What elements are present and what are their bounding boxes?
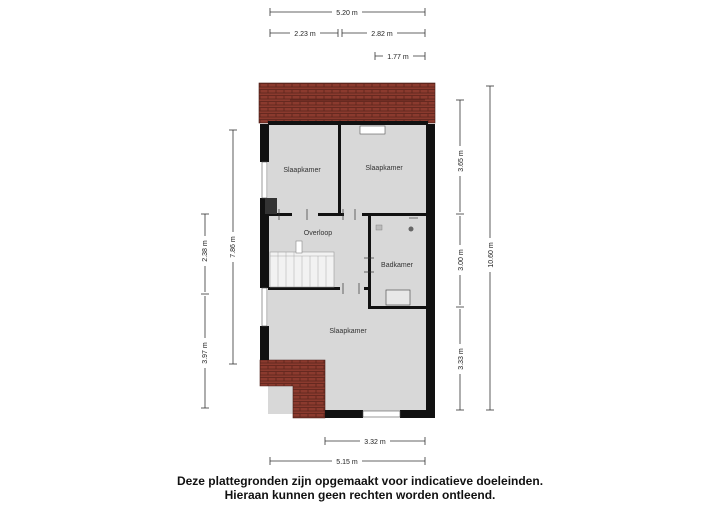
- dimension-left-total: [227, 130, 238, 364]
- room-label-bedroom-top-right: Slaapkamer: [365, 165, 403, 172]
- roof-top: [259, 83, 435, 123]
- disclaimer-line-2: Hieraan kunnen geen rechten worden ontleend.: [224, 488, 496, 502]
- dim-label-right-total: 10.60 m: [488, 242, 495, 268]
- dimension-top-total: [270, 6, 425, 17]
- dimension-right-lower: [455, 307, 466, 410]
- dim-label-top-total: 5.20 m: [336, 10, 358, 17]
- dim-label-bottom-right: 3.32 m: [364, 439, 386, 446]
- dim-label-right-middle: 3.00 m: [458, 249, 465, 271]
- dim-label-right-lower: 3.33 m: [458, 348, 465, 370]
- dim-label-left-lower: 3.97 m: [202, 342, 209, 364]
- room-label-bathroom: Badkamer: [381, 262, 413, 269]
- dim-label-right-upper: 3.65 m: [458, 150, 465, 172]
- dimension-left-lower: [199, 294, 210, 408]
- dimension-left-middle: [199, 214, 210, 292]
- room-label-landing: Overloop: [303, 230, 333, 237]
- dim-label-left-middle: 2.38 m: [202, 240, 209, 262]
- dimension-right-middle: [455, 214, 466, 305]
- dimension-bottom-total: [270, 455, 425, 466]
- dim-label-left-total: 7.86 m: [230, 236, 237, 258]
- dim-label-top-small: 1.77 m: [387, 54, 409, 61]
- drain-icon: [409, 227, 414, 232]
- room-label-bedroom-top-left: Slaapkamer: [283, 167, 321, 174]
- dimension-top-small: [375, 50, 425, 61]
- dimension-top-right: [342, 27, 425, 38]
- dimension-top-left: [270, 27, 338, 38]
- storage-cabinet: [265, 198, 277, 214]
- dim-label-top-right: 2.82 m: [371, 31, 393, 38]
- dim-label-bottom-total: 5.15 m: [336, 459, 358, 466]
- room-label-bedroom-bottom: Slaapkamer: [329, 328, 367, 335]
- dimension-bottom-right: [325, 435, 425, 446]
- disclaimer-line-1: Deze plattegronden zijn opgemaakt voor indicatieve doeleinden.: [176, 474, 544, 488]
- dimension-right-upper: [455, 100, 466, 212]
- dimension-right-total: [485, 86, 496, 410]
- dim-label-top-left: 2.23 m: [294, 31, 316, 38]
